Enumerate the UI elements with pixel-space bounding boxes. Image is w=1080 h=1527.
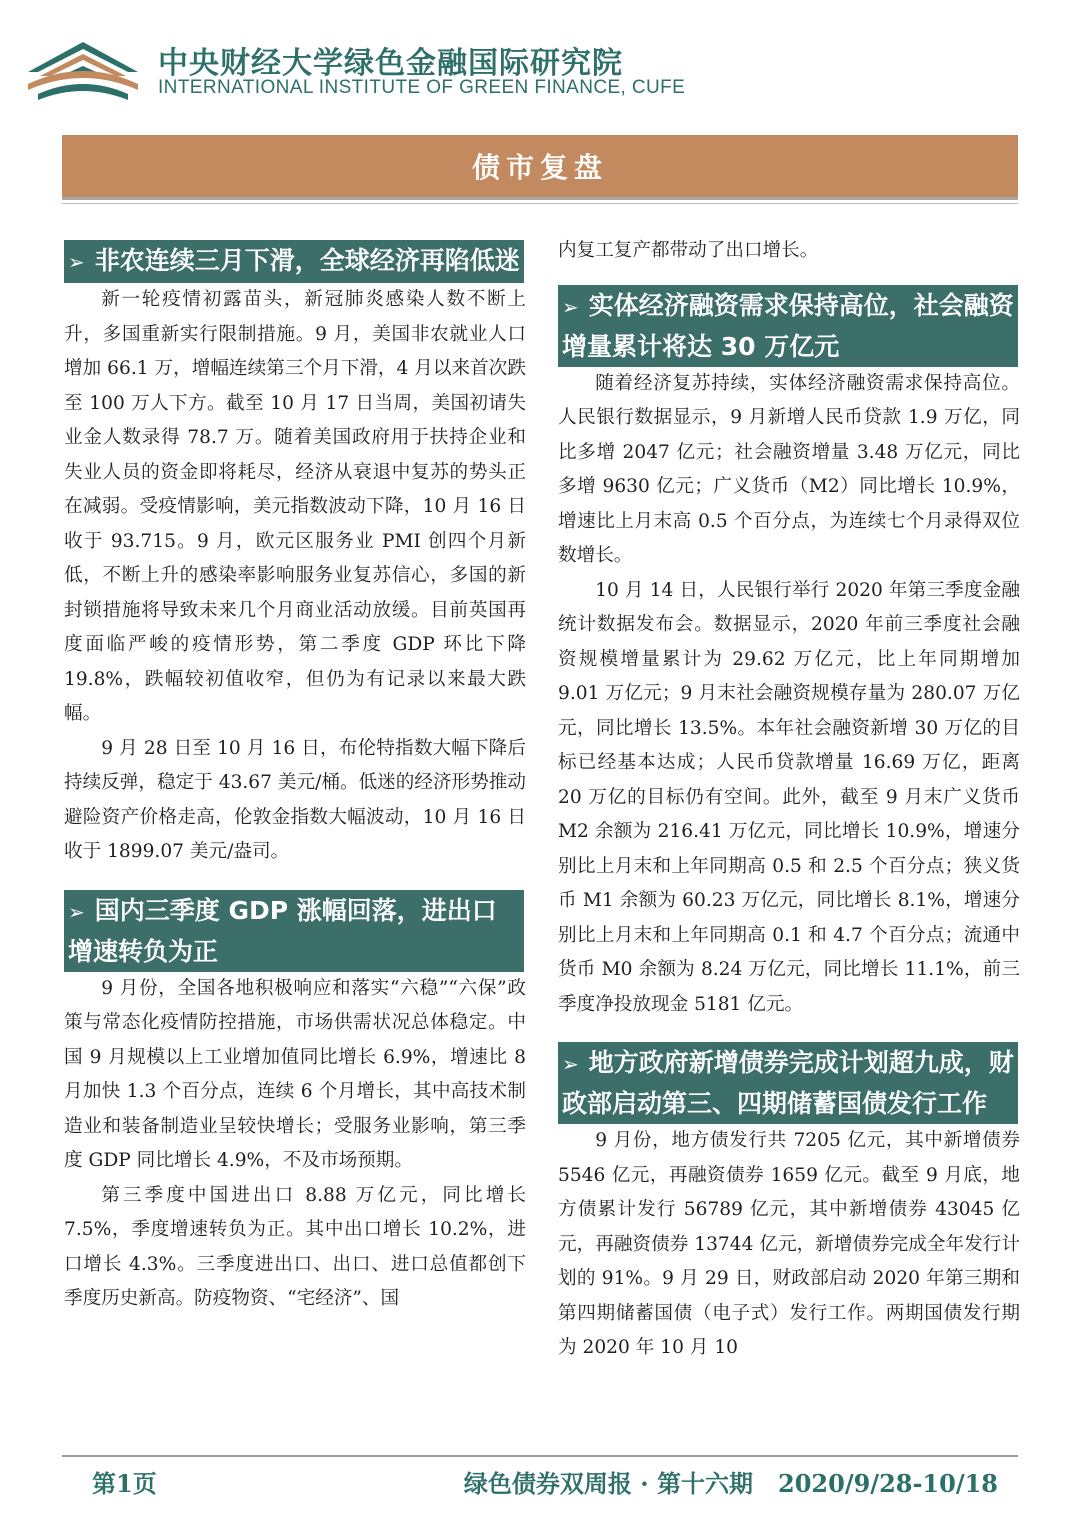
- section-heading-text: 非农连续三月下滑，全球经济再陷低迷: [94, 246, 520, 275]
- section-banner: [62, 135, 1018, 200]
- section-heading-text: 实体经济融资需求保持高位，社会融资增量累计将达 30 万亿元: [562, 290, 1014, 361]
- page-number: 第1页: [92, 1469, 157, 1498]
- paragraph: 10 月 14 日，人民银行举行 2020 年第三季度金融统计数据发布会。数据显示，2020 年前三季度社会融资规模增量累计为 29.62 万亿元，比上年同期增加 9.01 万亿元；9 月末社会融资规模存量为 280.07 万亿元，同比增长 13.5%。本年社会融资新增 30 万亿的目标已经基本达成；人民币贷款增量 16.69 万亿，距离 20 万亿的目标仍有空间。此外，截至 9 月末广义货币 M2 余额为 216.41 万亿元，同比增长 10.9%，增速分别比上月末和上年同期高 0.5 和 2.5 个百分点；狭义货币 M1 余额为 60.23 万亿元，同比增长 8.1%，增速分别比上月末和上年同期高 0.1 和 4.7 个百分点；流通中货币 M0 余额为 8.24 万亿元，同比增长 11.1%，前三季度净投放现金 5181 亿元。: [558, 579, 1020, 1015]
- section-heading-financing: [558, 285, 1018, 367]
- paragraph: 9 月 28 日至 10 月 16 日，布伦特指数大幅下降后持续反弹，稳定于 43.67 美元/桶。低迷的经济形势推动避险资产价格走高，伦敦金指数大幅波动，10 月 16 日收于 1899.07 美元/盎司。: [64, 737, 526, 862]
- divider: [62, 203, 1018, 204]
- section-heading-text: 国内三季度 GDP 涨幅回落，进出口增速转负为正: [68, 895, 497, 966]
- arrow-bullet-icon: ➢: [562, 294, 579, 319]
- paragraph: 第三季度中国进出口 8.88 万亿元，同比增长 7.5%，季度增速转负为正。其中出口增长 10.2%，进口增长 4.3%。三季度进出口、出口、进口总值都创下季度历史新高。防疫物资、“宅经济”、国: [64, 1184, 526, 1309]
- header: [0, 0, 1080, 130]
- section-heading-nonfarm: [64, 240, 524, 283]
- paragraph: 新一轮疫情初露苗头，新冠肺炎感染人数不断上升，多国重新实行限制措施。9 月，美国非农就业人口增加 66.1 万，增幅连续第三个月下滑，4 月以来首次跌至 100 万人下方。截至 10 月 17 日当周，美国初请失业金人数录得 78.7 万。随着美国政府用于扶持企业和失业人员的资金即将耗尽，经济从衰退中复苏的势头正在减弱。受疫情影响，美元指数波动下降，10 月 16 日收于 93.715。9 月，欧元区服务业 PMI 创四个月新低，不断上升的感染率影响服务业复苏信心，多国的新封锁措施将导致未来几个月商业活动放缓。目前英国再度面临严峻的疫情形势，第二季度 GDP 环比下降 19.8%，跌幅较初值收窄，但仍为有记录以来最大跌幅。: [64, 289, 526, 724]
- footer-divider: [62, 1455, 1018, 1457]
- arrow-bullet-icon: ➢: [562, 1052, 579, 1076]
- left-column: [64, 240, 526, 1317]
- paragraph: 9 月份，全国各地积极响应和落实“六稳”“六保”政策与常态化疫情防控措施，市场供需状况总体稳定。中国 9 月规模以上工业增加值同比增长 6.9%，增速比 8 月加快 1.3 个百分点，连续 6 个月增长，其中高技术制造业和装备制造业呈较快增长；受服务业影响，第三季度 GDP 同比增长 4.9%，不及市场预期。: [64, 977, 526, 1171]
- institute-name-en: INTERNATIONAL INSTITUTE OF GREEN FINANCE, CUFE: [158, 77, 686, 98]
- banner-title: 债市复盘: [471, 151, 608, 184]
- paragraph: 随着经济复苏持续，实体经济融资需求保持高位。人民银行数据显示，9 月新增人民币贷款 1.9 万亿，同比多增 2047 亿元；社会融资增量 3.48 万亿元，同比多增 9630 亿元；广义货币（M2）同比增长 10.9%，增速比上月末高 0.5 个百分点，为连续七个月录得双位数增长。: [558, 372, 1020, 566]
- paragraph: 9 月份，地方债发行共 7205 亿元，其中新增债券 5546 亿元，再融资债券 1659 亿元。截至 9 月底，地方债累计发行 56789 亿元，其中新增债券 43045 亿元，再融资债券 13744 亿元，新增债券完成全年发行计划的 91%。9 月 29 日，财政部启动 2020 年第三期和第四期储蓄国债（电子式）发行工作。两期国债发行期为 2020 年 10 月 10: [558, 1130, 1020, 1358]
- arrow-bullet-icon: ➢: [68, 250, 85, 274]
- section-heading-gdp: [64, 890, 524, 972]
- section-heading-text: 地方政府新增债券完成计划超九成，财政部启动第三、四期储蓄国债发行工作: [562, 1048, 1014, 1118]
- institute-logo-icon: [24, 36, 142, 106]
- institute-name-cn: 中央财经大学绿色金融国际研究院: [158, 46, 623, 81]
- paragraph-continuation: 内复工复产都带动了出口增长。: [558, 240, 819, 261]
- issue-info: 绿色债券双周报 · 第十六期 2020/9/28-10/18: [463, 1469, 998, 1498]
- arrow-bullet-icon: ➢: [68, 899, 85, 924]
- section-heading-local-bonds: [558, 1042, 1018, 1124]
- right-column: [558, 240, 1020, 1366]
